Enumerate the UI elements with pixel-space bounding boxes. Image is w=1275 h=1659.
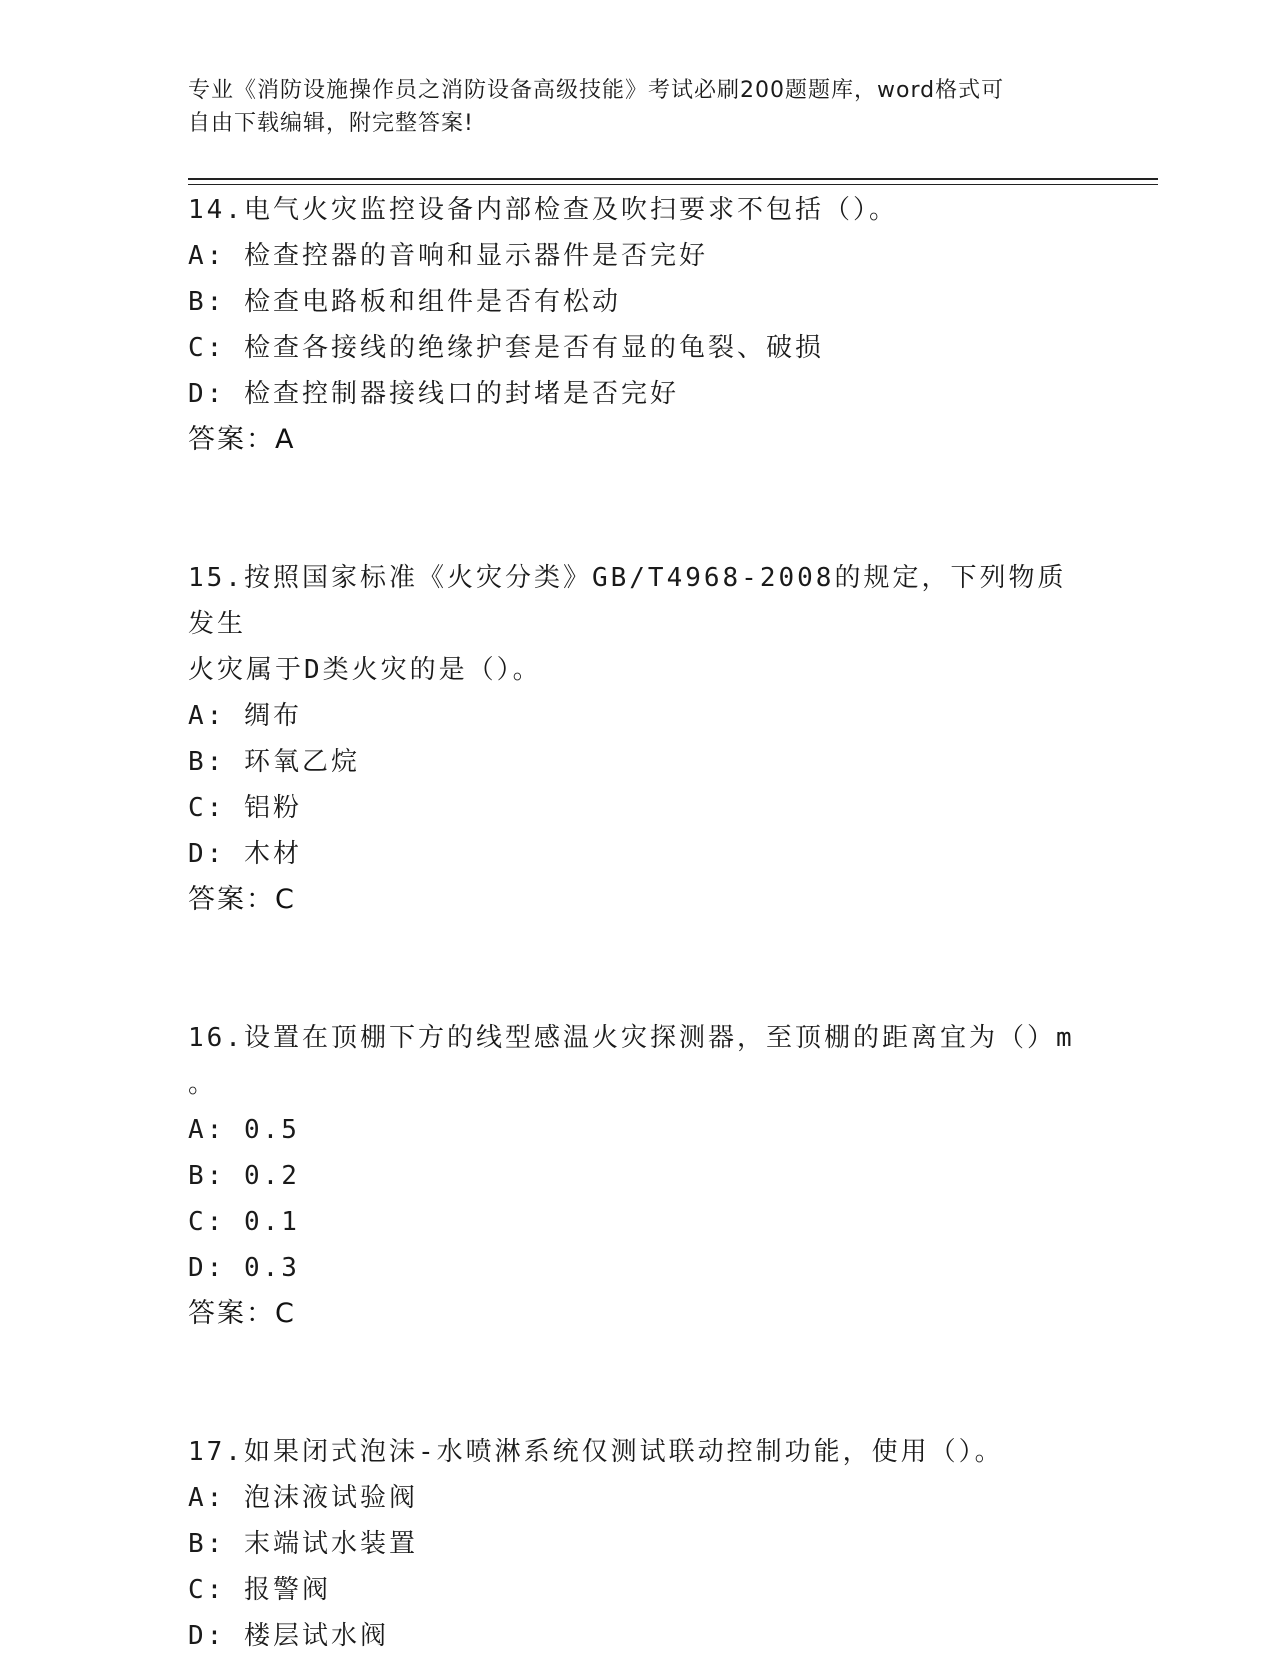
option-b: B: 检查电路板和组件是否有松动 — [188, 287, 621, 317]
question-14 — [188, 187, 1088, 463]
option-a: A: 泡沫液试验阀 — [188, 1483, 418, 1513]
question-stem: 15.按照国家标准《火灾分类》GB/T4968-2008的规定，下列物质发生 — [188, 563, 1067, 639]
option-a: A: 检查控器的音响和显示器件是否完好 — [188, 241, 708, 271]
option-a: A: 0.5 — [188, 1115, 300, 1145]
option-d: D: 0.3 — [188, 1253, 300, 1283]
option-c: C: 检查各接线的绝缘护套是否有显的龟裂、破损 — [188, 333, 824, 363]
question-stem-continued: 。 — [188, 1069, 218, 1099]
question-stem: 16.设置在顶棚下方的线型感温火灾探测器，至顶棚的距离宜为（）m — [188, 1023, 1075, 1053]
header-divider-thick — [188, 178, 1158, 180]
option-a: A: 绸布 — [188, 701, 302, 731]
option-d: D: 检查控制器接线口的封堵是否完好 — [188, 379, 679, 409]
answer-line: 答案：C — [188, 884, 296, 915]
option-c: C: 报警阀 — [188, 1575, 331, 1605]
header-divider-thin — [188, 184, 1158, 185]
header-line-2: 自由下载编辑，附完整答案! — [188, 111, 474, 136]
option-c: C: 0.1 — [188, 1207, 300, 1237]
question-16 — [188, 1015, 1088, 1337]
question-15 — [188, 555, 1088, 923]
header-line-1: 专业《消防设施操作员之消防设备高级技能》考试必刷200题题库，word格式可 — [188, 78, 1005, 103]
question-stem: 17.如果闭式泡沫-水喷淋系统仅测试联动控制功能，使用（）。 — [188, 1437, 1004, 1467]
option-d: D: 楼层试水阀 — [188, 1621, 389, 1651]
question-stem: 14.电气火灾监控设备内部检查及吹扫要求不包括（）。 — [188, 195, 898, 225]
option-b: B: 环氧乙烷 — [188, 747, 360, 777]
option-d: D: 木材 — [188, 839, 302, 869]
question-list — [188, 187, 1088, 1659]
option-b: B: 末端试水装置 — [188, 1529, 418, 1559]
option-b: B: 0.2 — [188, 1161, 300, 1191]
answer-line: 答案：C — [188, 1298, 296, 1329]
document-header — [188, 74, 1088, 140]
question-stem-continued: 火灾属于D类火灾的是（）。 — [188, 655, 542, 685]
answer-line: 答案：A — [188, 424, 296, 455]
option-c: C: 铝粉 — [188, 793, 302, 823]
question-17 — [188, 1429, 1088, 1659]
